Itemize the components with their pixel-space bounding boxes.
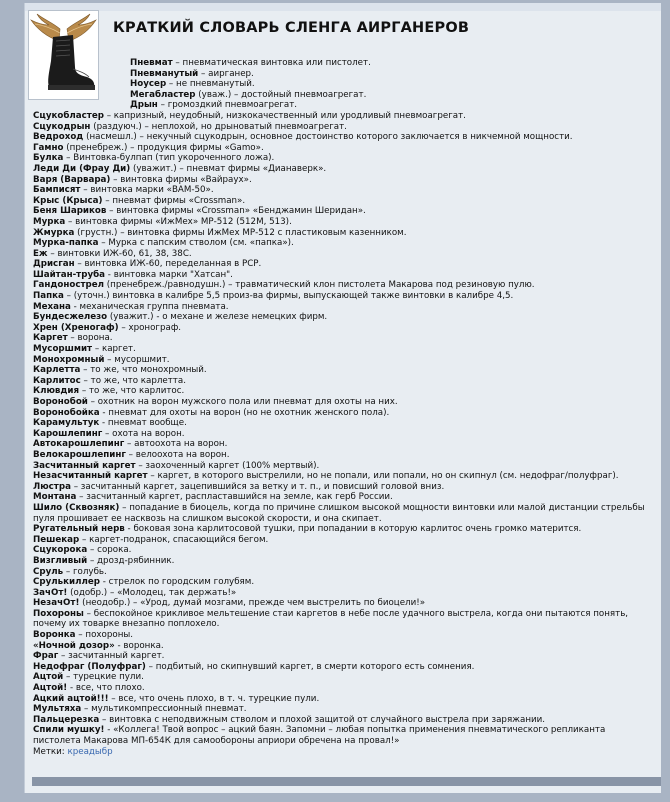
entry-term: Ацтой [33, 672, 64, 683]
entry-definition: – не пневманутый. [166, 79, 255, 90]
glossary-entry [33, 376, 655, 387]
entry-term: Сцукодрын [33, 121, 91, 132]
entry-definition: (грустн.) – винтовка фирмы ИжМех МР-512 с пластиковым казенником. [74, 227, 407, 238]
glossary-entry [33, 662, 655, 673]
glossary-entry [33, 408, 655, 419]
glossary-entry [33, 249, 655, 260]
entry-definition: – то же, что карлетта. [80, 375, 186, 386]
entry-term: Каргет [33, 333, 68, 344]
entry-definition: - стрелок по городским голубям. [99, 577, 255, 588]
entry-term: Дрисган [33, 259, 75, 270]
glossary-entry [33, 58, 655, 69]
glossary-entry [33, 175, 655, 186]
entry-term: Монтана [33, 492, 77, 503]
entry-term: Дрын [130, 100, 158, 111]
entry-definition: (раздуюч.) – неплохой, но дрыноватый пневмоагрегат. [90, 121, 347, 132]
glossary-entry [33, 461, 655, 472]
entry-definition: – винтовка марки «BAM-50». [80, 185, 214, 196]
glossary-entry [33, 683, 655, 694]
entry-definition: – ворона. [67, 333, 113, 344]
entry-definition: – винтовки ИЖ-60, 61, 38, 38С. [47, 248, 192, 259]
entry-term: Карамультук [33, 418, 100, 429]
entry-term: Бундесжелезо [33, 312, 108, 323]
glossary-entry [33, 217, 655, 228]
entry-term: Папка [33, 291, 64, 302]
top-strip [25, 3, 661, 11]
entry-term: ЗачОт! [33, 587, 68, 598]
glossary-entry [33, 482, 655, 493]
glossary-entry [33, 132, 655, 143]
entry-term: НезачОт! [33, 598, 80, 609]
glossary-entry [33, 196, 655, 207]
glossary-entry [33, 259, 655, 270]
entry-term: Мультяха [33, 704, 82, 715]
glossary-entry [33, 524, 655, 535]
glossary-entry [33, 588, 655, 599]
entry-definition: – похороны. [75, 630, 133, 641]
glossary-entry [33, 694, 655, 705]
entry-term: Карлитос [33, 375, 81, 386]
post-container [24, 3, 661, 793]
glossary-entry [33, 100, 655, 111]
glossary-entry [33, 185, 655, 196]
glossary-entry [33, 355, 655, 366]
entry-definition: - «Коллега! Твой вопрос – ацкий баян. Запомни – любая попытка применения пневматического репликанта пистолета Макарова МП-654К для самообороны априори обречена на провал!» [33, 725, 606, 746]
entry-term: Ацтой! [33, 683, 68, 694]
glossary-entry [33, 344, 655, 355]
entry-term: Мурка [33, 216, 66, 227]
glossary-entry [33, 90, 655, 101]
glossary-entry [33, 238, 655, 249]
glossary-entry [33, 609, 655, 630]
entry-definition: (насмешл.) – некучный сцукодрын, основное достоинство которого заключается в никчемной мощности. [83, 132, 573, 143]
entry-term: Ноусер [130, 79, 167, 90]
entry-definition: – турецкие пули. [63, 672, 144, 683]
entry-definition: (пренебреж./равнодушн.) – травматический клон пистолета Макарова под резиновую пулю. [104, 280, 535, 291]
entry-term: Незасчитанный каргет [33, 471, 148, 482]
glossary-entry [33, 556, 655, 567]
glossary-entry [33, 302, 655, 313]
entry-definition: – засчитанный каргет. [58, 651, 165, 662]
entry-definition: – каргет, в которого выстрелили, но не попали, или попали, но он скипнул (см. недофраг/полуфраг). [147, 471, 619, 482]
glossary-entry [33, 439, 655, 450]
entry-term: Засчитанный каргет [33, 460, 136, 471]
glossary-entry [33, 492, 655, 503]
glossary-entry [33, 69, 655, 80]
glossary-entry [33, 333, 655, 344]
glossary-entry [33, 503, 655, 524]
entry-definition: – попадание в биоцель, когда по причине слишком высокой мощности винтовки или малой дистанции стрельбы пуля прошивает ее насквозь на слишком высокой скорости, и она скипает. [33, 502, 645, 524]
entry-definition: – то же, что монохромный. [80, 365, 207, 376]
glossary-entry [33, 111, 655, 122]
entry-definition: (уважит.) – пневмат фирмы «Дианаверк». [130, 163, 327, 174]
entry-term: Срулькиллер [33, 577, 100, 588]
entry-term: Люстра [33, 481, 71, 492]
entry-definition: – винтовка фирмы «ИжМех» МР-512 (512М, 513). [65, 216, 292, 227]
entry-definition: – капризный, неудобный, низкокачественный или уродливый пневмоагрегат. [103, 110, 466, 121]
entry-definition: – пневматическая винтовка или пистолет. [172, 58, 371, 68]
entry-term: Еж [33, 248, 48, 259]
entry-definition: – автоохота на ворон. [124, 439, 228, 450]
entry-term: Мегабластер [130, 89, 196, 100]
entry-term: Ведроход [33, 132, 84, 143]
entry-definition: – винтовка фирмы «Вайраух». [110, 174, 252, 185]
glossary-entry [33, 323, 655, 334]
tags-line [33, 747, 655, 758]
entry-term: Ацкий ацтой!!! [33, 693, 109, 704]
entry-definition: - механическая группа пневмата. [70, 301, 229, 312]
entry-term: Мусоршмит [33, 344, 93, 355]
entry-definition: (уважит.) - о механе и железе немецких фирм. [107, 312, 328, 323]
entry-definition: - пневмат для охоты на ворон (но не охотник женского пола). [99, 407, 390, 418]
entry-definition: – засчитанный каргет, зацепившийся за ветку и т. п., и повисший головой вниз. [70, 481, 445, 492]
entry-term: Булка [33, 153, 64, 164]
glossary-entry [33, 153, 655, 164]
entry-definition: - винтовка марки "Хатсан". [105, 269, 233, 280]
entry-term: Пешекар [33, 534, 80, 545]
entry-definition: – все, что очень плохо, в т. ч. турецкие пули. [108, 693, 320, 704]
entry-term: Механа [33, 301, 71, 312]
entry-term: Сруль [33, 566, 64, 577]
glossary-entry [33, 545, 655, 556]
entry-definition: – каргет-подранок, спасающийся бегом. [79, 534, 269, 545]
entry-definition: – заохоченный каргет (100% мертвый). [135, 460, 320, 471]
entry-definition: – Мурка с папским стволом (см. «папка»). [98, 238, 294, 249]
tags-label: Метки: [33, 746, 65, 757]
entry-term: Гамно [33, 142, 64, 153]
entry-definition: (неодобр.) – «Урод, думай мозгами, прежде чем выстрелить по биоцели!» [79, 598, 426, 609]
glossary-entry [33, 535, 655, 546]
entry-term: Шило (Сквозняк) [33, 502, 120, 513]
entry-term: Фраг [33, 651, 59, 662]
glossary-entry [33, 630, 655, 641]
glossary-list [33, 58, 655, 757]
entry-definition: – мультикомпрессионный пневмат. [81, 704, 247, 715]
entry-term: Ругательный нерв [33, 524, 125, 535]
entry-definition: – беспокойное крикливое мельтешение стаи каргетов в небе после удачного выстрела, когда они пытаются понять, почему их товарке внезапно поплохело. [33, 608, 629, 630]
glossary-entry [33, 715, 655, 726]
entry-definition: – пневмат фирмы «Crossman». [102, 195, 246, 206]
glossary-entry [33, 79, 655, 90]
entry-term: Бамписят [33, 185, 81, 196]
glossary-entry [33, 365, 655, 376]
entry-definition: – (уточн.) винтовка в калибре 5,5 произ-ва фирмы, выпускающей также винтовки в калибре 4,5. [63, 291, 514, 302]
glossary-entry [33, 651, 655, 662]
entry-definition: – громоздкий пневмоагрегат. [157, 100, 298, 111]
entry-definition: - боковая зона карлитосовой тушки, при попадании в которую карлитос очень громко матерится. [124, 524, 582, 535]
entry-term: Леди Ди (Фрау Ди) [33, 163, 131, 174]
entry-term: Велокарошлепинг [33, 449, 126, 460]
entry-definition: - воронка. [114, 640, 164, 651]
entry-term: Похороны [33, 608, 84, 619]
entry-term: Пневмат [130, 58, 173, 68]
glossary-entry [33, 164, 655, 175]
entry-term: Спили мушку! [33, 725, 105, 736]
entry-definition: – охотник на ворон мужского пола или пневмат для охоты на них. [87, 397, 398, 407]
entry-definition: (одобр.) – «Молодец, так держать!» [67, 587, 237, 598]
glossary-entry [33, 429, 655, 440]
entry-definition: – винтовка с неподвижным стволом и плохой защитой от случайного выстрела при заряжании. [99, 714, 546, 725]
entry-term: Пневманутый [130, 68, 199, 79]
glossary-entry [33, 641, 655, 652]
glossary-entry [33, 704, 655, 715]
glossary-entry [33, 228, 655, 239]
entry-term: Автокарошлепинг [33, 439, 125, 450]
glossary-entry [33, 598, 655, 609]
glossary-entry [33, 312, 655, 323]
entry-definition: - пневмат вообще. [99, 418, 187, 429]
glossary-entry [33, 143, 655, 154]
glossary-entry [33, 386, 655, 397]
entry-definition: – винтовка фирмы «Crossman» «Бенджамин Шеридан». [106, 206, 366, 217]
entry-term: Крыс (Крыса) [33, 195, 103, 206]
entry-definition: – винтовка ИЖ-60, переделанная в РСР. [74, 259, 262, 270]
glossary-entry [33, 206, 655, 217]
entry-definition: – сорока. [87, 545, 132, 556]
entry-term: Беня Шариков [33, 206, 107, 217]
glossary-entry [33, 122, 655, 133]
entry-definition: – засчитанный каргет, распластавшийся на земле, как герб России. [76, 492, 393, 503]
entry-term: Воронобой [33, 397, 88, 407]
entry-term: Карошлепинг [33, 428, 103, 439]
entry-term: Недофраг (Полуфраг) [33, 661, 146, 672]
entry-term: Пальцерезка [33, 714, 100, 725]
entry-definition: – то же, что карлитос. [79, 386, 185, 397]
entry-term: Воронка [33, 630, 76, 641]
entry-definition: - все, что плохо. [67, 683, 145, 694]
entry-term: Воронобойка [33, 407, 100, 418]
entry-term: Сцукорока [33, 545, 88, 556]
entry-term: Клювдия [33, 386, 80, 397]
entry-definition: – мусоршмит. [104, 354, 170, 365]
glossary-entry [33, 397, 655, 408]
entry-definition: – велоохота на ворон. [125, 449, 230, 460]
entry-definition: – аирганер. [198, 68, 254, 79]
entry-term: Мурка-папка [33, 238, 99, 249]
glossary-entry [33, 471, 655, 482]
entry-definition: – хронограф. [118, 322, 182, 333]
entry-term: Хрен (Хреногаф) [33, 322, 119, 333]
glossary-entry [33, 725, 655, 746]
glossary-entry [33, 270, 655, 281]
glossary-entry [33, 291, 655, 302]
entry-term: «Ночной дозор» [33, 640, 115, 651]
entry-term: Гандонострел [33, 280, 105, 291]
entry-definition: (пренебреж.) – продукция фирмы «Gamo». [63, 142, 264, 153]
entry-definition: – дрозд-рябинник. [87, 555, 175, 566]
entry-definition: – каргет. [92, 344, 136, 355]
entry-term: Сцукобластер [33, 110, 104, 121]
glossary-entry [33, 577, 655, 588]
tag-link[interactable]: креадыбр [67, 746, 113, 757]
glossary-entry [33, 450, 655, 461]
entry-definition: – голубь. [63, 566, 107, 577]
entry-definition: – подбитый, но скипнувший каргет, в смерти которого есть сомнения. [145, 661, 475, 672]
entry-term: Жмурка [33, 227, 75, 238]
page-title: КРАТКИЙ СЛОВАРЬ СЛЕНГА АИРГАНЕРОВ [113, 20, 470, 36]
bottom-bar [32, 777, 661, 786]
entry-term: Карлетта [33, 365, 81, 376]
glossary-entry [33, 672, 655, 683]
entry-definition: – охота на ворон. [102, 428, 185, 439]
entry-definition: (уваж.) – достойный пневмоагрегат. [195, 89, 367, 100]
glossary-entry [33, 418, 655, 429]
glossary-entry [33, 567, 655, 578]
entry-term: Варя (Варвара) [33, 174, 111, 185]
entry-term: Шайтан-труба [33, 269, 106, 280]
entry-term: Визгливый [33, 555, 88, 566]
entry-term: Монохромный [33, 354, 105, 365]
entry-definition: – Винтовка-булпап (тип укороченного ложа). [63, 153, 275, 164]
glossary-entry [33, 280, 655, 291]
